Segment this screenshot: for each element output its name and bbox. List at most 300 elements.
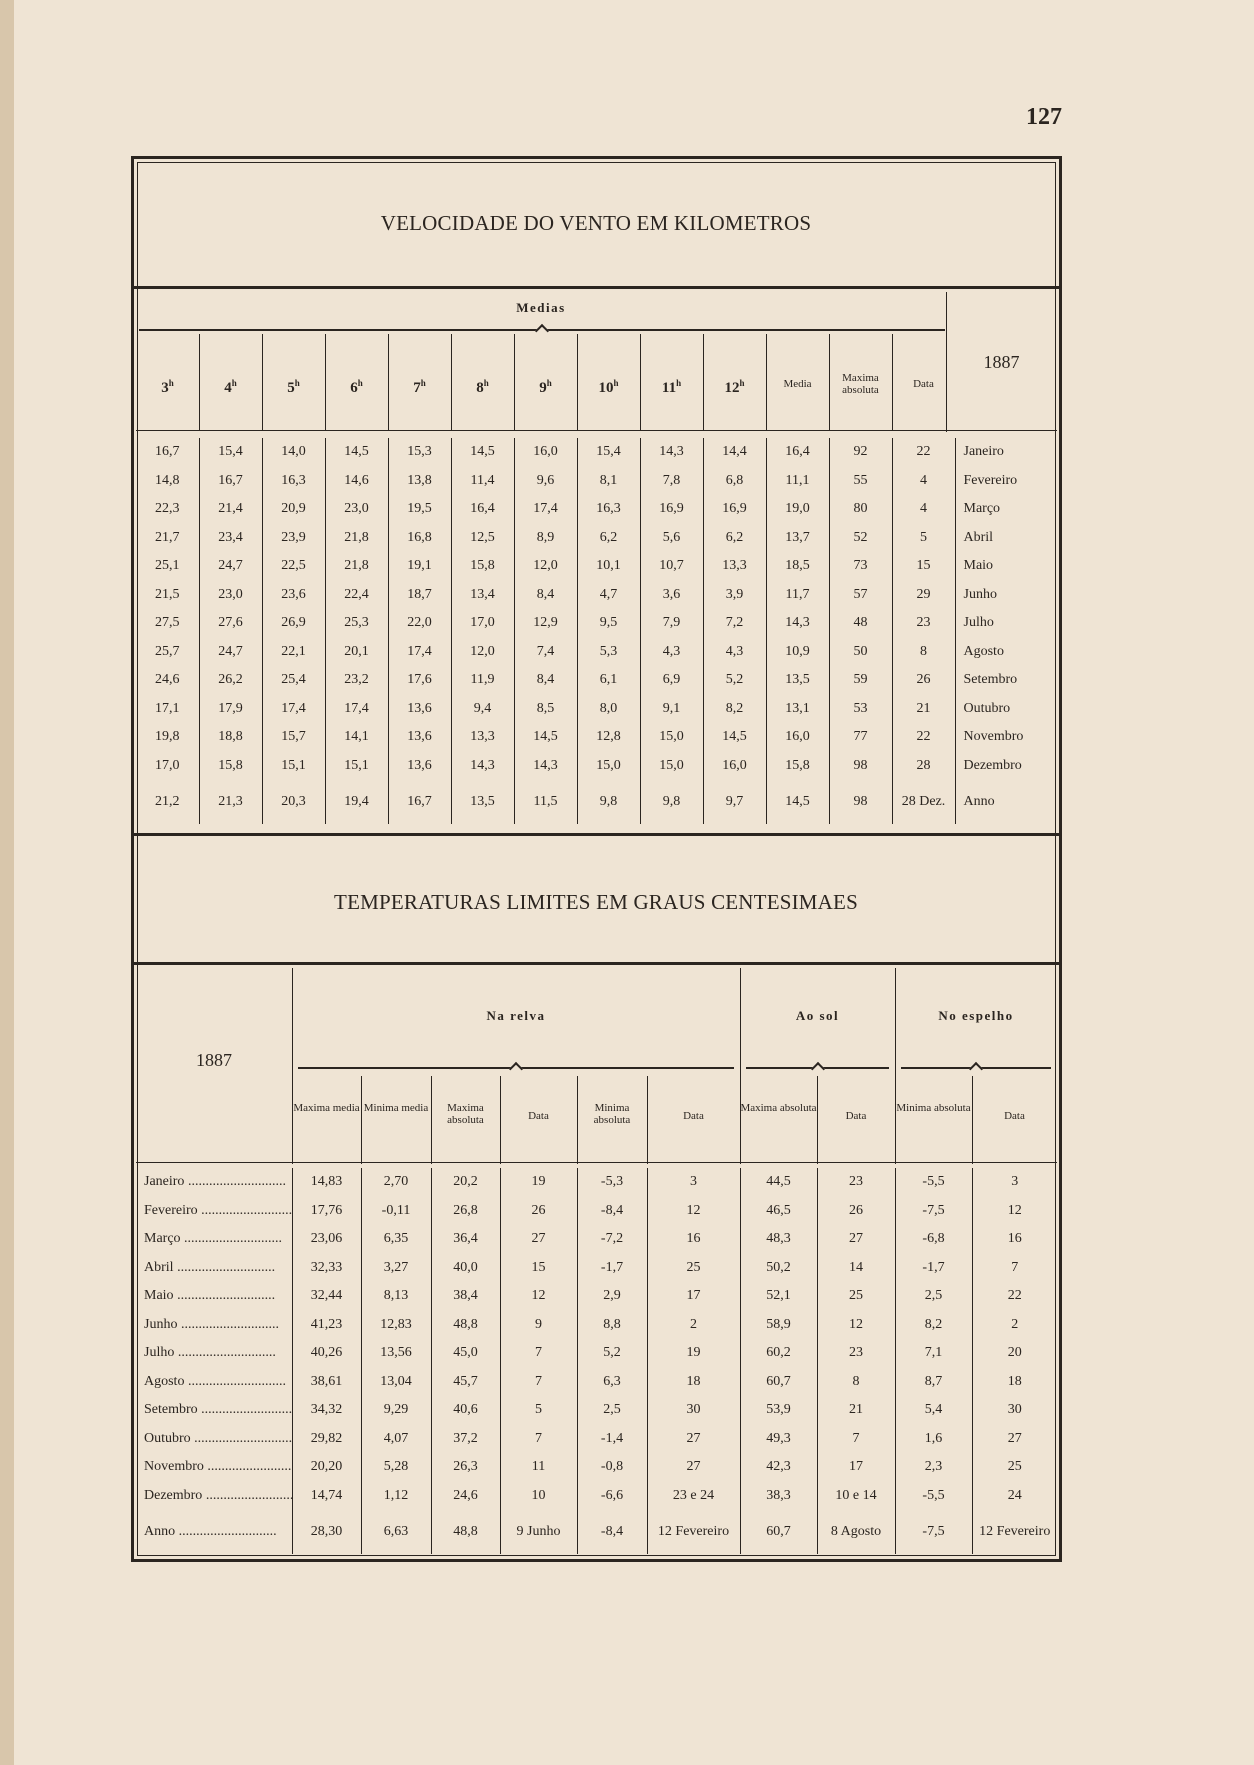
wind-col-hour: 6$^h$ xyxy=(350,378,363,396)
table-row xyxy=(136,552,1057,581)
month-label: Julho ..... xyxy=(136,1339,292,1368)
table-cell: 48,3 xyxy=(740,1225,817,1254)
table-cell: -7,5 xyxy=(895,1197,972,1226)
wind-year-label: 1887 xyxy=(983,352,1020,372)
wind-bottom-rule xyxy=(134,833,1059,836)
table-cell: 14,4 xyxy=(703,438,766,467)
table-cell: 28,30 xyxy=(292,1510,361,1554)
table-cell: 8,2 xyxy=(703,695,766,724)
table-cell: 19,5 xyxy=(388,495,451,524)
table-cell: 24,7 xyxy=(199,552,262,581)
table-row xyxy=(136,495,1057,524)
table-cell: 23 xyxy=(892,609,955,638)
table-cell: 14,8 xyxy=(136,467,199,496)
temp-col-header: Minima absoluta xyxy=(896,1102,971,1114)
wind-col-hour: 4$^h$ xyxy=(224,378,237,396)
table-cell: 41,23 xyxy=(292,1311,361,1340)
table-cell: 8,8 xyxy=(577,1311,647,1340)
table-cell: 16,0 xyxy=(703,752,766,781)
table-cell: 11,9 xyxy=(451,666,514,695)
month-label: Setembro xyxy=(963,672,1018,688)
table-cell: 13,56 xyxy=(361,1339,431,1368)
wind-col-hour: 8$^h$ xyxy=(476,378,489,396)
table-cell: 4,07 xyxy=(361,1425,431,1454)
table-cell: 23,0 xyxy=(199,581,262,610)
table-cell: 8,9 xyxy=(514,524,577,553)
table-cell: 14,5 xyxy=(766,780,829,824)
table-cell: 9,8 xyxy=(577,780,640,824)
table-cell: 20,3 xyxy=(262,780,325,824)
table-cell: 17,76 xyxy=(292,1197,361,1226)
table-cell: 19 xyxy=(500,1168,577,1197)
table-cell: 5 xyxy=(892,524,955,553)
table-cell: 27,5 xyxy=(136,609,199,638)
table-cell: 4,3 xyxy=(640,638,703,667)
table-cell: 8,2 xyxy=(895,1311,972,1340)
table-row xyxy=(136,666,1057,695)
table-cell: 20,9 xyxy=(262,495,325,524)
table-cell: 1,12 xyxy=(361,1482,431,1511)
table-cell: 60,2 xyxy=(740,1339,817,1368)
temp-col-header: Data xyxy=(528,1110,549,1122)
wind-col-hour: 7$^h$ xyxy=(413,378,426,396)
table-row xyxy=(136,524,1057,553)
table-cell: 23,0 xyxy=(325,495,388,524)
table-cell: 73 xyxy=(829,552,892,581)
table-cell: 15,0 xyxy=(577,752,640,781)
table-cell: 21,8 xyxy=(325,552,388,581)
table-cell: 37,2 xyxy=(431,1425,500,1454)
table-cell: 19,1 xyxy=(388,552,451,581)
month-label: Novembro ..... xyxy=(136,1453,292,1482)
table-cell: 7,9 xyxy=(640,609,703,638)
table-cell: 14,0 xyxy=(262,438,325,467)
table-cell: 44,5 xyxy=(740,1168,817,1197)
table-cell: 13,6 xyxy=(388,723,451,752)
table-cell: 16,9 xyxy=(640,495,703,524)
table-cell: 9,5 xyxy=(577,609,640,638)
table-cell: 16,7 xyxy=(388,780,451,824)
month-label: Março ..... xyxy=(136,1225,292,1254)
table-cell: 38,4 xyxy=(431,1282,500,1311)
month-label: Junho ..... xyxy=(136,1311,292,1340)
table-cell: 3,9 xyxy=(703,581,766,610)
table-cell: 21,7 xyxy=(136,524,199,553)
temp-title-rule xyxy=(134,962,1059,965)
table-cell: 5,2 xyxy=(577,1339,647,1368)
table-cell: 15,0 xyxy=(640,723,703,752)
table-cell: 15,8 xyxy=(451,552,514,581)
page-number: 127 xyxy=(1026,104,1062,130)
month-label: Abril xyxy=(963,529,994,545)
table-cell: 52 xyxy=(829,524,892,553)
table-cell: 2 xyxy=(647,1311,740,1340)
table-cell: -1,7 xyxy=(895,1254,972,1283)
table-cell: -7,5 xyxy=(895,1510,972,1554)
table-cell: 27 xyxy=(500,1225,577,1254)
wind-col-media: Media xyxy=(783,378,812,390)
table-cell: 25 xyxy=(817,1282,895,1311)
table-row xyxy=(136,1339,1057,1368)
table-cell: 12,0 xyxy=(451,638,514,667)
table-cell: 17,9 xyxy=(199,695,262,724)
table-cell: 16,7 xyxy=(199,467,262,496)
month-label: Anno ..... xyxy=(136,1510,292,1554)
month-label: Novembro xyxy=(963,729,1024,745)
table-cell: 53 xyxy=(829,695,892,724)
table-cell: 3,27 xyxy=(361,1254,431,1283)
month-label: Agosto ..... xyxy=(136,1368,292,1397)
table-cell: 12,8 xyxy=(577,723,640,752)
table-cell: 5 xyxy=(500,1396,577,1425)
table-cell: 8 Agosto xyxy=(817,1510,895,1554)
table-cell: 17,0 xyxy=(451,609,514,638)
table-cell: 15,0 xyxy=(640,752,703,781)
table-cell: 34,32 xyxy=(292,1396,361,1425)
table-cell: 25,4 xyxy=(262,666,325,695)
table-cell: 8,0 xyxy=(577,695,640,724)
table-cell: 36,4 xyxy=(431,1225,500,1254)
temp-brace-sol xyxy=(746,1067,889,1069)
table-cell: 14,1 xyxy=(325,723,388,752)
table-cell: 14,5 xyxy=(325,438,388,467)
table-cell: 29,82 xyxy=(292,1425,361,1454)
table-cell: 12 Fevereiro xyxy=(647,1510,740,1554)
table-cell: 8,1 xyxy=(577,467,640,496)
table-cell: 16,7 xyxy=(136,438,199,467)
table-cell: 46,5 xyxy=(740,1197,817,1226)
table-cell: -8,4 xyxy=(577,1197,647,1226)
table-cell: 11,7 xyxy=(766,581,829,610)
table-cell: 7 xyxy=(500,1339,577,1368)
temp-year-label: 1887 xyxy=(196,1050,232,1070)
table-cell: 11,5 xyxy=(514,780,577,824)
table-cell: 3,6 xyxy=(640,581,703,610)
table-cell: 13,4 xyxy=(451,581,514,610)
table-cell: 12 xyxy=(817,1311,895,1340)
table-cell: 16 xyxy=(647,1225,740,1254)
table-cell: 13,1 xyxy=(766,695,829,724)
table-cell: 21,4 xyxy=(199,495,262,524)
table-cell: 18 xyxy=(647,1368,740,1397)
table-cell: 16,4 xyxy=(766,438,829,467)
table-cell: 18,5 xyxy=(766,552,829,581)
table-cell: 18,7 xyxy=(388,581,451,610)
table-cell: 23 xyxy=(817,1339,895,1368)
table-cell: 15 xyxy=(892,552,955,581)
table-cell: 52,1 xyxy=(740,1282,817,1311)
table-row xyxy=(136,1396,1057,1425)
table-cell: 16,0 xyxy=(766,723,829,752)
table-cell: 17,4 xyxy=(388,638,451,667)
table-cell: 8,5 xyxy=(514,695,577,724)
wind-total-row xyxy=(136,780,1057,824)
wind-year-divider xyxy=(946,292,947,432)
table-cell: -6,8 xyxy=(895,1225,972,1254)
book-spine xyxy=(0,0,14,1765)
table-cell: 21,3 xyxy=(199,780,262,824)
month-label: Maio ..... xyxy=(136,1282,292,1311)
table-cell: 16,8 xyxy=(388,524,451,553)
table-cell: 2,70 xyxy=(361,1168,431,1197)
table-cell: 13,8 xyxy=(388,467,451,496)
table-cell: 50 xyxy=(829,638,892,667)
table-cell: 16,9 xyxy=(703,495,766,524)
table-cell: 15,4 xyxy=(577,438,640,467)
table-row xyxy=(136,1254,1057,1283)
table-cell: 11 xyxy=(500,1453,577,1482)
table-cell: 13,5 xyxy=(766,666,829,695)
wind-table xyxy=(136,438,1057,824)
table-cell: 55 xyxy=(829,467,892,496)
table-cell: 16,3 xyxy=(262,467,325,496)
table-cell: 27 xyxy=(817,1225,895,1254)
table-cell: -6,6 xyxy=(577,1482,647,1511)
table-cell: 92 xyxy=(829,438,892,467)
table-cell: 12,5 xyxy=(451,524,514,553)
table-cell: 9,8 xyxy=(640,780,703,824)
table-row xyxy=(136,1225,1057,1254)
table-cell: 23,06 xyxy=(292,1225,361,1254)
table-cell: 27 xyxy=(647,1453,740,1482)
temp-total-row xyxy=(136,1510,1057,1554)
month-label: Dezembro xyxy=(963,757,1022,773)
table-cell: 23,4 xyxy=(199,524,262,553)
table-cell: 58,9 xyxy=(740,1311,817,1340)
wind-col-hour: 9$^h$ xyxy=(539,378,552,396)
table-cell: 40,26 xyxy=(292,1339,361,1368)
month-label: Julho xyxy=(963,615,994,631)
table-cell: 2,9 xyxy=(577,1282,647,1311)
table-cell: 14,3 xyxy=(640,438,703,467)
table-cell: 27 xyxy=(647,1425,740,1454)
table-cell: 17 xyxy=(817,1453,895,1482)
table-cell: 10,1 xyxy=(577,552,640,581)
temp-brace-espelho xyxy=(901,1067,1051,1069)
table-cell: -1,7 xyxy=(577,1254,647,1283)
table-cell: 38,3 xyxy=(740,1482,817,1511)
temp-brace-relva xyxy=(298,1067,734,1069)
table-cell: 14,5 xyxy=(703,723,766,752)
month-label: Maio xyxy=(963,558,994,574)
table-cell: -8,4 xyxy=(577,1510,647,1554)
table-cell: 13,3 xyxy=(451,723,514,752)
table-cell: 24,6 xyxy=(431,1482,500,1511)
table-cell: 15,1 xyxy=(262,752,325,781)
month-label: Anno xyxy=(963,794,995,809)
table-cell: 22,4 xyxy=(325,581,388,610)
table-cell: 26,3 xyxy=(431,1453,500,1482)
table-cell: 18 xyxy=(1007,1373,1022,1389)
table-cell: 9 Junho xyxy=(500,1510,577,1554)
table-cell: 15,3 xyxy=(388,438,451,467)
table-cell: 5,6 xyxy=(640,524,703,553)
table-cell: 25 xyxy=(1007,1459,1022,1475)
table-cell: 7,4 xyxy=(514,638,577,667)
table-cell: 22,5 xyxy=(262,552,325,581)
table-cell: 7,1 xyxy=(895,1339,972,1368)
table-cell: 6,1 xyxy=(577,666,640,695)
table-cell: 27 xyxy=(1007,1430,1022,1446)
month-label: Fevereiro xyxy=(963,472,1018,488)
table-cell: 15 xyxy=(500,1254,577,1283)
table-cell: 19 xyxy=(647,1339,740,1368)
temp-group-sol: Ao sol xyxy=(795,1008,840,1023)
table-cell: 19,4 xyxy=(325,780,388,824)
wind-col-hour: 11$^h$ xyxy=(661,378,682,396)
table-cell: 12 xyxy=(500,1282,577,1311)
table-cell: 17,4 xyxy=(514,495,577,524)
table-cell: 14,5 xyxy=(514,723,577,752)
table-cell: 17 xyxy=(647,1282,740,1311)
table-cell: 50,2 xyxy=(740,1254,817,1283)
table-cell: 20,2 xyxy=(431,1168,500,1197)
temp-col-header: Maxima absoluta xyxy=(740,1102,817,1114)
table-cell: 32,33 xyxy=(292,1254,361,1283)
table-cell: 21,2 xyxy=(136,780,199,824)
table-cell: 30 xyxy=(647,1396,740,1425)
table-cell: -5,5 xyxy=(895,1168,972,1197)
table-cell: -0,11 xyxy=(361,1197,431,1226)
table-cell: 23 xyxy=(817,1168,895,1197)
table-cell: 15,8 xyxy=(766,752,829,781)
table-cell: 14,6 xyxy=(325,467,388,496)
table-cell: 16,3 xyxy=(577,495,640,524)
table-cell: 57 xyxy=(829,581,892,610)
table-cell: 40,0 xyxy=(431,1254,500,1283)
table-cell: 48 xyxy=(829,609,892,638)
table-cell: 30 xyxy=(1007,1402,1022,1418)
temp-col-header: Data xyxy=(1004,1110,1025,1122)
table-cell: 25,3 xyxy=(325,609,388,638)
table-cell: 14,83 xyxy=(292,1168,361,1197)
table-cell: 24,7 xyxy=(199,638,262,667)
wind-header-rule xyxy=(136,430,1057,431)
table-cell: 4 xyxy=(892,495,955,524)
table-cell: 8 xyxy=(817,1368,895,1397)
table-cell: 27,6 xyxy=(199,609,262,638)
table-cell: 59 xyxy=(829,666,892,695)
table-cell: 6,2 xyxy=(577,524,640,553)
table-cell: 16,0 xyxy=(514,438,577,467)
table-row xyxy=(136,1311,1057,1340)
wind-col-hour: 5$^h$ xyxy=(287,378,300,396)
table-row xyxy=(136,1425,1057,1454)
table-cell: 9,1 xyxy=(640,695,703,724)
month-label: Setembro ..... xyxy=(136,1396,292,1425)
table-cell: 12,0 xyxy=(514,552,577,581)
table-cell: 20,20 xyxy=(292,1453,361,1482)
table-cell: 3 xyxy=(1011,1174,1019,1190)
wind-group-label: Medias xyxy=(516,300,566,315)
table-cell: 26,8 xyxy=(431,1197,500,1226)
table-cell: 14,5 xyxy=(451,438,514,467)
table-cell: 26,2 xyxy=(199,666,262,695)
table-cell: 23,2 xyxy=(325,666,388,695)
table-cell: 13,7 xyxy=(766,524,829,553)
table-cell: 4 xyxy=(892,467,955,496)
table-row xyxy=(136,1197,1057,1226)
table-cell: 14 xyxy=(817,1254,895,1283)
table-row xyxy=(136,638,1057,667)
table-cell: 6,9 xyxy=(640,666,703,695)
table-row xyxy=(136,695,1057,724)
table-cell: 20 xyxy=(1007,1345,1022,1361)
table-cell: 9,6 xyxy=(514,467,577,496)
table-cell: 10 e 14 xyxy=(817,1482,895,1511)
table-cell: 14,3 xyxy=(766,609,829,638)
table-cell: 53,9 xyxy=(740,1396,817,1425)
table-cell: 7 xyxy=(1011,1259,1019,1275)
table-cell: 22 xyxy=(892,723,955,752)
table-cell: 25,7 xyxy=(136,638,199,667)
table-cell: 22 xyxy=(892,438,955,467)
table-cell: 2,5 xyxy=(577,1396,647,1425)
table-cell: 8,7 xyxy=(895,1368,972,1397)
table-cell: 7,2 xyxy=(703,609,766,638)
table-row xyxy=(136,1453,1057,1482)
table-cell: 7,8 xyxy=(640,467,703,496)
wind-title: VELOCIDADE DO VENTO EM KILOMETROS xyxy=(380,211,812,235)
table-cell: 11,1 xyxy=(766,467,829,496)
table-cell: 17,0 xyxy=(136,752,199,781)
table-cell: 15,8 xyxy=(199,752,262,781)
table-cell: 25 xyxy=(647,1254,740,1283)
table-row xyxy=(136,1482,1057,1511)
table-cell: 18,8 xyxy=(199,723,262,752)
table-cell: 23,6 xyxy=(262,581,325,610)
table-cell: 2 xyxy=(1011,1316,1019,1332)
table-cell: 32,44 xyxy=(292,1282,361,1311)
table-cell: 8,4 xyxy=(514,666,577,695)
table-cell: 21 xyxy=(892,695,955,724)
month-label: Março xyxy=(963,501,1001,517)
table-cell: 6,63 xyxy=(361,1510,431,1554)
table-row xyxy=(136,438,1057,467)
temp-col-header: Maxima absoluta xyxy=(447,1102,484,1126)
table-cell: 10,9 xyxy=(766,638,829,667)
temp-group-relva: Na relva xyxy=(486,1008,546,1023)
table-cell: 12,83 xyxy=(361,1311,431,1340)
table-cell: 21,5 xyxy=(136,581,199,610)
table-cell: 26 xyxy=(817,1197,895,1226)
table-cell: 12,9 xyxy=(514,609,577,638)
table-cell: 22,3 xyxy=(136,495,199,524)
wind-col-hour: 3$^h$ xyxy=(161,378,174,396)
table-cell: 48,8 xyxy=(431,1311,500,1340)
table-cell: 22,0 xyxy=(388,609,451,638)
table-cell: 9,7 xyxy=(703,780,766,824)
month-label: Agosto xyxy=(963,643,1004,659)
table-cell: 24 xyxy=(1007,1487,1022,1503)
table-cell: 13,04 xyxy=(361,1368,431,1397)
table-cell: 8,13 xyxy=(361,1282,431,1311)
wind-col-maxima: Maxima absoluta xyxy=(842,372,879,396)
table-cell: 25,1 xyxy=(136,552,199,581)
wind-table-header xyxy=(136,292,1057,432)
table-cell: 7 xyxy=(500,1368,577,1397)
table-cell: 4,7 xyxy=(577,581,640,610)
table-cell: 5,4 xyxy=(895,1396,972,1425)
table-cell: 23 e 24 xyxy=(647,1482,740,1511)
month-label: Janeiro ..... xyxy=(136,1168,292,1197)
table-cell: 40,6 xyxy=(431,1396,500,1425)
table-cell: 14,3 xyxy=(451,752,514,781)
table-cell: 16 xyxy=(1007,1231,1022,1247)
table-cell: 28 Dez. xyxy=(892,780,955,824)
temp-group-espelho: No espelho xyxy=(938,1008,1014,1023)
table-cell: 22,1 xyxy=(262,638,325,667)
